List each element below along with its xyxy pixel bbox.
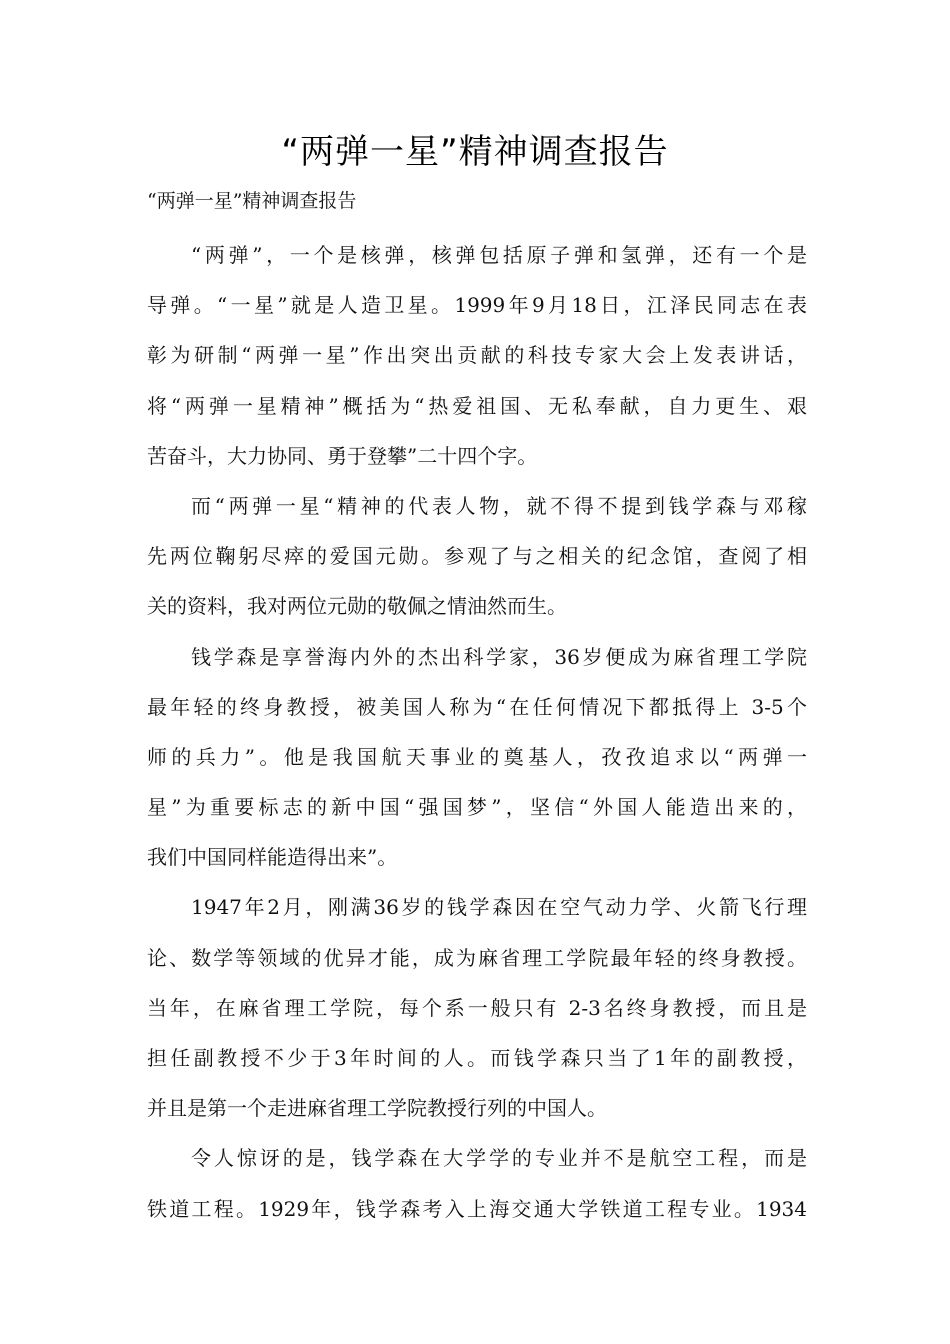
- document-subtitle: “两弹一星”精神调查报告: [147, 190, 357, 212]
- text-line: 论、数学等领域的优异才能，成为麻省理工学院最年轻的终身教授。: [147, 945, 807, 970]
- text-line: 先两位鞠躬尽瘁的爱国元勋。参观了与之相关的纪念馆，查阅了相: [147, 544, 807, 569]
- text-line: 星”为重要标志的新中国“强国梦”，坚信“外国人能造出来的，: [147, 795, 807, 820]
- paragraph: [147, 230, 807, 481]
- text-line: 我们中国同样能造得出来”。: [147, 845, 398, 870]
- text-line: “两弹”，一个是核弹，核弹包括原子弹和氢弹，还有一个是: [191, 243, 807, 267]
- paragraph: [147, 632, 807, 883]
- text-line: 师的兵力”。他是我国航天事业的奠基人，孜孜追求以“两弹一: [147, 744, 807, 769]
- paragraph: [147, 481, 807, 632]
- text-line: 担任副教授不少于3年时间的人。而钱学森只当了1年的副教授，: [147, 1046, 807, 1070]
- text-line: 导弹。“一星”就是人造卫星。1999年9月18日，江泽民同志在表: [147, 293, 807, 318]
- text-line: 令人惊讶的是，钱学森在大学学的专业并不是航空工程，而是: [191, 1146, 807, 1171]
- document-body: [147, 230, 807, 1234]
- text-line: 钱学森是享誉海内外的杰出科学家，36岁便成为麻省理工学院: [191, 644, 807, 669]
- text-line: 彰为研制“两弹一星”作出突出贡献的科技专家大会上发表讲话，: [147, 343, 807, 368]
- text-line: 而“两弹一星“精神的代表人物，就不得不提到钱学森与邓稼: [191, 493, 807, 518]
- document-title: “两弹一星”精神调查报告: [281, 132, 669, 172]
- text-line: 将“两弹一星精神”概括为“热爱祖国、无私奉献，自力更生、艰: [147, 393, 807, 418]
- text-line: 最年轻的终身教授，被美国人称为“在任何情况下都抵得上 3-5个: [147, 694, 807, 719]
- text-line: 关的资料，我对两位元勋的敬佩之情油然而生。: [147, 594, 567, 619]
- paragraph: [147, 1133, 807, 1233]
- paragraph: [147, 882, 807, 1133]
- text-line: 当年，在麻省理工学院，每个系一般只有 2-3名终身教授，而且是: [147, 995, 807, 1020]
- text-line: 苦奋斗，大力协同、勇于登攀”二十四个字。: [147, 443, 538, 468]
- text-line: 铁道工程。1929年，钱学森考入上海交通大学铁道工程专业。1934: [147, 1196, 807, 1221]
- text-line: 1947年2月，刚满36岁的钱学森因在空气动力学、火箭飞行理: [191, 895, 807, 920]
- text-line: 并且是第一个走进麻省理工学院教授行列的中国人。: [147, 1096, 607, 1121]
